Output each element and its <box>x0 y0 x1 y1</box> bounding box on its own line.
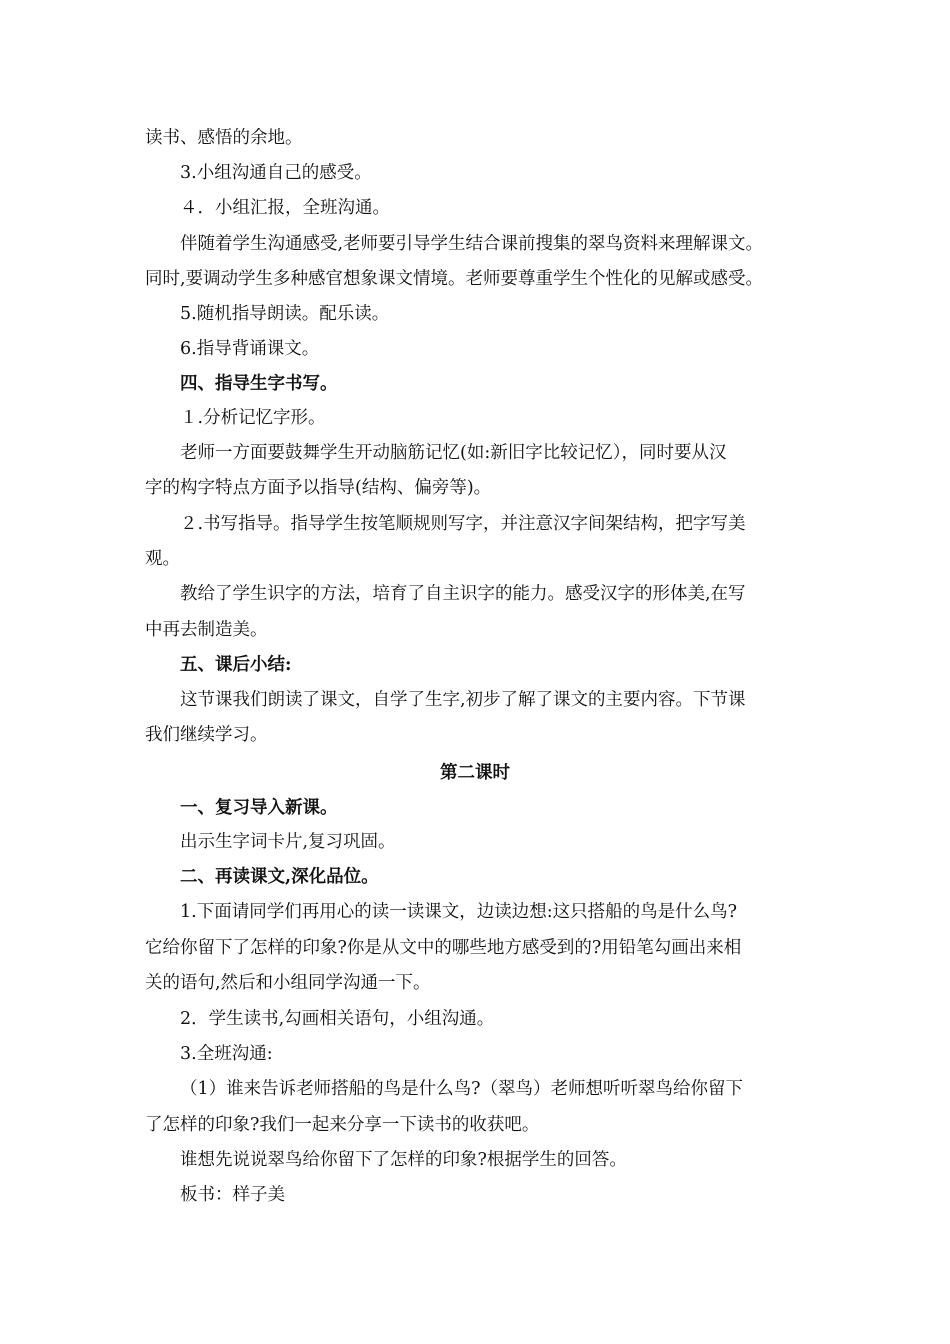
paragraph-line: 同时,要调动学生多种感官想象课文情境。老师要尊重学生个性化的见解或感受。 <box>145 269 764 289</box>
paragraph-line: 教给了学生识字的方法，培育了自主识字的能力。感受汉字的形体美,在写 <box>180 584 746 604</box>
paragraph-line: 观。 <box>145 549 180 569</box>
paragraph-line: 这节课我们朗读了课文，自学了生字,初步了解了课文的主要内容。下节课 <box>180 690 746 710</box>
paragraph-line: 了怎样的印象?我们一起来分享一下读书的收获吧。 <box>145 1115 540 1135</box>
section-heading: 四、指导生字书写。 <box>180 374 338 394</box>
paragraph-line: 谁想先说说翠鸟给你留下了怎样的印象?根据学生的回答。 <box>180 1150 627 1170</box>
list-item: 2．学生读书,勾画相关语句，小组沟通。 <box>180 1009 495 1029</box>
list-item: 5.随机指导朗读。配乐读。 <box>180 304 390 324</box>
text-line: 读书、感悟的余地。 <box>145 128 303 148</box>
paragraph-line: 出示生字词卡片,复习巩固。 <box>180 832 396 852</box>
list-item: 1.下面请同学们再用心的读一读课文，边读边想:这只搭船的鸟是什么鸟? <box>180 902 737 922</box>
paragraph-line: 板书：样子美 <box>180 1185 285 1205</box>
paragraph-line: 字的构字特点方面予以指导(结构、偏旁等)。 <box>145 478 492 498</box>
list-item: 6.指导背诵课文。 <box>180 339 320 359</box>
lesson-title: 第二课时 <box>440 763 510 783</box>
paragraph-line: 关的语句,然后和小组同学沟通一下。 <box>145 973 431 993</box>
paragraph-line: 我们继续学习。 <box>145 725 268 745</box>
section-heading: 一、复习导入新课。 <box>180 798 338 818</box>
list-item: 3.全班沟通: <box>180 1044 273 1064</box>
paragraph-line: 伴随着学生沟通感受,老师要引导学生结合课前搜集的翠鸟资料来理解课文。 <box>180 234 764 254</box>
list-item: ４．小组汇报，全班沟通。 <box>180 198 390 218</box>
list-item: １.分析记忆字形。 <box>180 408 326 428</box>
section-heading: 五、课后小结: <box>180 655 292 675</box>
paragraph-line: 它给你留下了怎样的印象?你是从文中的哪些地方感受到的?用铅笔勾画出来相 <box>145 938 742 958</box>
paragraph-line: 中再去制造美。 <box>145 620 268 640</box>
list-item: （1）谁来告诉老师搭船的鸟是什么鸟?（翠鸟）老师想听听翠鸟给你留下 <box>180 1079 744 1099</box>
section-heading: 二、再读课文,深化品位。 <box>180 867 379 887</box>
paragraph-line: 老师一方面要鼓舞学生开动脑筋记忆(如:新旧字比较记忆），同时要从汉 <box>180 443 727 463</box>
list-item: ２.书写指导。指导学生按笔顺规则写字，并注意汉字间架结构，把字写美 <box>180 514 746 534</box>
list-item: 3.小组沟通自己的感受。 <box>180 163 372 183</box>
